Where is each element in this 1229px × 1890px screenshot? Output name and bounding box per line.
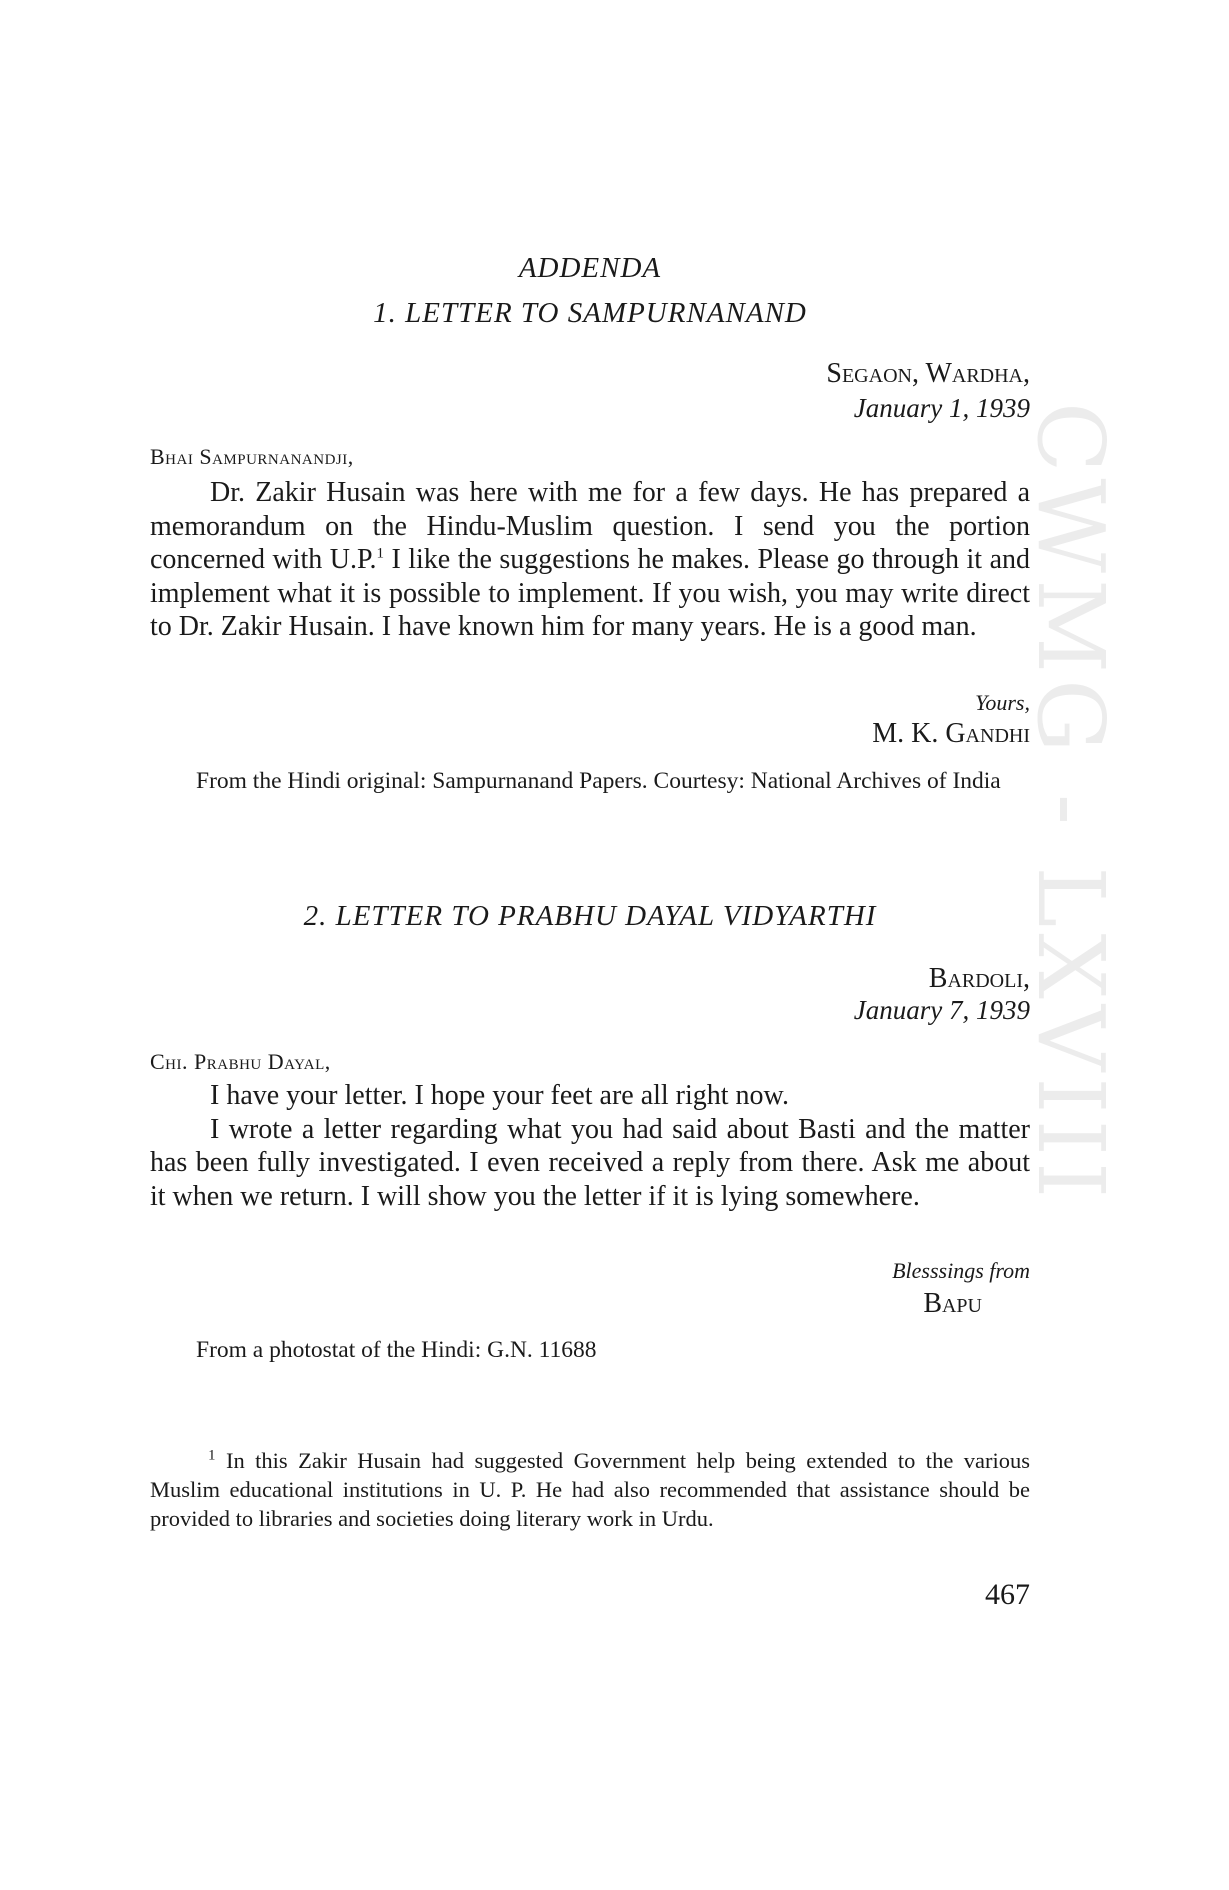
letter1-salutation: Bhai Sampurnanandji, [150,444,354,469]
letter1-body-text: Dr. Zakir Husain was here with me for a few days. He has prepared a memorandum on the Hindu-Muslim question. I send you the portion concerned with U.P. [150,477,1030,576]
letter1-place: Segaon, Wardha, [826,358,1030,389]
section-heading: ADDENDA [518,252,662,284]
letter2-closing: Blesssings from [892,1258,1030,1283]
letter1-body-cont: I like the suggestions he makes. Please go through it and implement what it is possible to implement. If you wish, you may write direct to Dr. Zakir Husain. I have known him for many years. He is a good man. [150,544,1030,643]
letter1-source-text: From the Hindi original: Sampurnanand Papers. Courtesy: National Archives of India [196,768,1001,794]
footnote [150,1446,1030,1533]
letter2-place: Bardoli, [928,963,1030,994]
letter2-source-text: From a photostat of the Hindi: G.N. 11688 [196,1337,597,1363]
letter2-para1: I have your letter. I hope your feet are all right now. [210,1080,789,1111]
footnote-text: In this Zakir Husain had suggested Government help being extended to the various Muslim educational institutions in U. P. He had also recommended that assistance should be provided to libraries and societies doing literary work in Urdu. [150,1448,1030,1531]
letter2-title: 2. LETTER TO PRABHU DAYAL VIDYARTHI [303,900,877,932]
letter1-title: 1. LETTER TO SAMPURNANAND [373,297,807,329]
watermark: CWMG - LXVIII [1017,402,1124,1205]
letter1-date: January 1, 1939 [853,393,1030,423]
footnote-ref: 1 [376,545,384,562]
page-number: 467 [985,1578,1030,1611]
letter1-signature: M. K. Gandhi [872,718,1030,749]
letter1-source [150,765,1030,798]
letter2-signature: Bapu [923,1288,982,1319]
letter2-salutation: Chi. Prabhu Dayal, [150,1049,331,1074]
letter2-para2: I wrote a letter regarding what you had said about Basti and the matter has been fully investigated. I even received a reply from there. Ask me about it when we return. I will show you the letter if it is lying somewhere. [150,1113,1030,1212]
letter2-date: January 7, 1939 [853,995,1030,1025]
letter2-source [150,1334,1030,1367]
letter2-body [150,1079,1030,1213]
letter1-closing: Yours, [975,690,1030,715]
footnote-marker: 1 [208,1447,216,1464]
letter1-body [150,476,1030,644]
